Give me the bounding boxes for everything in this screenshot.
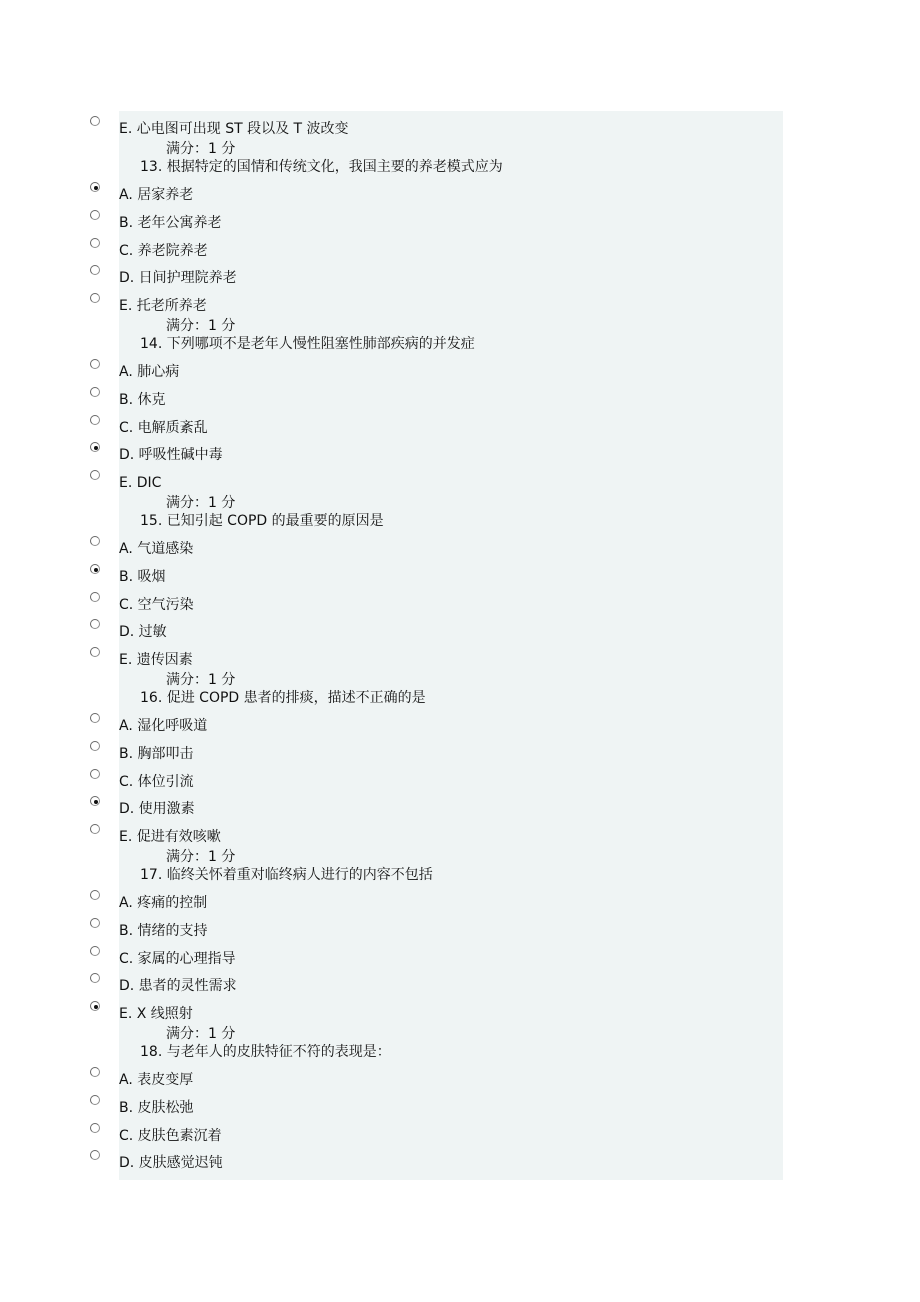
radio-button[interactable] [86, 356, 118, 381]
radio-circle-icon [90, 415, 100, 425]
answer-option[interactable] [86, 708, 786, 736]
radio-button[interactable] [86, 179, 118, 204]
answer-option[interactable] [86, 465, 786, 493]
option-label: B. 休克 [119, 391, 166, 408]
option-label: D. 皮肤感觉迟钝 [119, 1155, 223, 1172]
radio-circle-icon [90, 182, 100, 192]
radio-circle-icon [90, 1001, 100, 1011]
option-label: E. 促进有效咳嗽 [119, 829, 221, 846]
radio-button[interactable] [86, 616, 118, 641]
radio-circle-icon [90, 1150, 100, 1160]
radio-circle-icon [90, 824, 100, 834]
radio-circle-icon [90, 1067, 100, 1077]
answer-option[interactable] [86, 288, 786, 316]
answer-option[interactable] [86, 941, 786, 969]
radio-circle-icon [90, 769, 100, 779]
answer-option[interactable] [86, 111, 786, 139]
answer-option[interactable] [86, 968, 786, 996]
question-header [86, 1024, 786, 1062]
answer-option[interactable] [86, 819, 786, 847]
option-label: B. 皮肤松弛 [119, 1099, 194, 1116]
option-label: A. 疼痛的控制 [119, 894, 208, 911]
question-title: 13. 根据特定的国情和传统文化，我国主要的养老模式应为 [140, 159, 503, 175]
radio-button[interactable] [86, 384, 118, 409]
question-header [86, 847, 786, 885]
radio-button[interactable] [86, 793, 118, 818]
score-label: 满分：1 分 [166, 317, 236, 334]
radio-circle-icon [90, 890, 100, 900]
answer-option[interactable] [86, 410, 786, 438]
radio-circle-icon [90, 973, 100, 983]
radio-button[interactable] [86, 467, 118, 492]
answer-option[interactable] [86, 764, 786, 792]
radio-button[interactable] [86, 589, 118, 614]
radio-circle-icon [90, 210, 100, 220]
option-label: E. X 线照射 [119, 1006, 193, 1023]
question-title: 18. 与老年人的皮肤特征不符的表现是： [140, 1043, 391, 1060]
option-label: D. 患者的灵性需求 [119, 978, 237, 995]
radio-button[interactable] [86, 235, 118, 260]
answer-option[interactable] [86, 791, 786, 819]
option-label: D. 呼吸性碱中毒 [119, 447, 223, 464]
radio-circle-icon [90, 536, 100, 546]
radio-button[interactable] [86, 887, 118, 912]
radio-button[interactable] [86, 1120, 118, 1145]
radio-button[interactable] [86, 533, 118, 558]
question-header [86, 493, 786, 531]
answer-option[interactable] [86, 177, 786, 205]
answer-option[interactable] [86, 1062, 786, 1090]
option-label: E. 心电图可出现 ST 段以及 T 波改变 [119, 121, 349, 137]
radio-circle-icon [90, 713, 100, 723]
radio-button[interactable] [86, 290, 118, 315]
question-title: 17. 临终关怀着重对临终病人进行的内容不包括 [140, 866, 433, 883]
radio-circle-icon [90, 387, 100, 397]
option-label: B. 吸烟 [119, 568, 166, 585]
radio-button[interactable] [86, 262, 118, 287]
answer-option[interactable] [86, 1090, 786, 1118]
option-label: B. 胸部叩击 [119, 745, 194, 762]
radio-button[interactable] [86, 1092, 118, 1117]
option-label: A. 气道感染 [119, 540, 194, 557]
option-label: E. 托老所养老 [119, 298, 207, 315]
option-label: D. 使用激素 [119, 801, 195, 818]
radio-circle-icon [90, 116, 100, 126]
answer-option[interactable] [86, 437, 786, 465]
radio-circle-icon [90, 741, 100, 751]
radio-button[interactable] [86, 821, 118, 846]
radio-circle-icon [90, 238, 100, 248]
score-label: 满分：1 分 [166, 671, 236, 688]
radio-button[interactable] [86, 439, 118, 464]
radio-circle-icon [90, 265, 100, 275]
option-label: B. 情绪的支持 [119, 922, 208, 939]
answer-option[interactable] [86, 736, 786, 764]
radio-button[interactable] [86, 1064, 118, 1089]
option-label: D. 日间护理院养老 [119, 270, 237, 287]
radio-button[interactable] [86, 412, 118, 437]
answer-option[interactable] [86, 233, 786, 261]
answer-option[interactable] [86, 559, 786, 587]
answer-option[interactable] [86, 642, 786, 670]
answer-option[interactable] [86, 260, 786, 288]
radio-circle-icon [90, 293, 100, 303]
quiz-content [86, 111, 786, 1173]
option-label: C. 养老院养老 [119, 242, 208, 259]
question-header [86, 139, 786, 177]
question-title: 16. 促进 COPD 患者的排痰，描述不正确的是 [140, 689, 426, 706]
radio-circle-icon [90, 918, 100, 928]
score-label: 满分：1 分 [166, 494, 236, 511]
radio-button[interactable] [86, 970, 118, 995]
option-label: C. 空气污染 [119, 596, 194, 613]
radio-circle-icon [90, 564, 100, 574]
answer-option[interactable] [86, 354, 786, 382]
answer-option[interactable] [86, 1118, 786, 1146]
question-title: 15. 已知引起 COPD 的最重要的原因是 [140, 512, 384, 529]
radio-circle-icon [90, 647, 100, 657]
answer-option[interactable] [86, 885, 786, 913]
option-label: E. 遗传因素 [119, 652, 193, 669]
score-label: 满分：1 分 [166, 141, 236, 157]
answer-option[interactable] [86, 205, 786, 233]
radio-circle-icon [90, 470, 100, 480]
option-label: B. 老年公寓养老 [119, 214, 222, 231]
radio-button[interactable] [86, 943, 118, 968]
score-label: 满分：1 分 [166, 848, 236, 865]
radio-button[interactable] [86, 561, 118, 586]
radio-circle-icon [90, 592, 100, 602]
answer-option[interactable] [86, 587, 786, 615]
radio-circle-icon [90, 946, 100, 956]
answer-option[interactable] [86, 382, 786, 410]
option-label: C. 电解质紊乱 [119, 419, 208, 436]
option-label: A. 居家养老 [119, 187, 194, 203]
question-header [86, 316, 786, 354]
answer-option[interactable] [86, 996, 786, 1024]
score-label: 满分：1 分 [166, 1025, 236, 1042]
option-label: A. 表皮变厚 [119, 1071, 194, 1088]
answer-option[interactable] [86, 1145, 786, 1173]
option-label: C. 家属的心理指导 [119, 950, 236, 967]
option-label: E. DIC [119, 475, 162, 492]
radio-circle-icon [90, 442, 100, 452]
option-label: A. 湿化呼吸道 [119, 717, 208, 734]
radio-button[interactable] [86, 1147, 118, 1172]
radio-dot-icon [94, 186, 98, 190]
answer-option[interactable] [86, 531, 786, 559]
option-label: D. 过敏 [119, 624, 167, 641]
radio-dot-icon [94, 800, 98, 804]
question-title: 14. 下列哪项不是老年人慢性阻塞性肺部疾病的并发症 [140, 335, 475, 352]
question-header [86, 670, 786, 708]
radio-dot-icon [94, 1005, 98, 1009]
radio-dot-icon [94, 446, 98, 450]
radio-button[interactable] [86, 738, 118, 763]
option-label: C. 体位引流 [119, 773, 194, 790]
answer-option[interactable] [86, 913, 786, 941]
answer-option[interactable] [86, 614, 786, 642]
radio-circle-icon [90, 1123, 100, 1133]
radio-circle-icon [90, 796, 100, 806]
radio-button[interactable] [86, 207, 118, 232]
radio-dot-icon [94, 568, 98, 572]
option-label: C. 皮肤色素沉着 [119, 1127, 222, 1144]
radio-button[interactable] [86, 766, 118, 791]
radio-button[interactable] [86, 710, 118, 735]
radio-circle-icon [90, 619, 100, 629]
option-label: A. 肺心病 [119, 363, 180, 380]
radio-button[interactable] [86, 113, 118, 138]
radio-button[interactable] [86, 915, 118, 940]
radio-button[interactable] [86, 644, 118, 669]
radio-circle-icon [90, 359, 100, 369]
radio-circle-icon [90, 1095, 100, 1105]
radio-button[interactable] [86, 998, 118, 1023]
